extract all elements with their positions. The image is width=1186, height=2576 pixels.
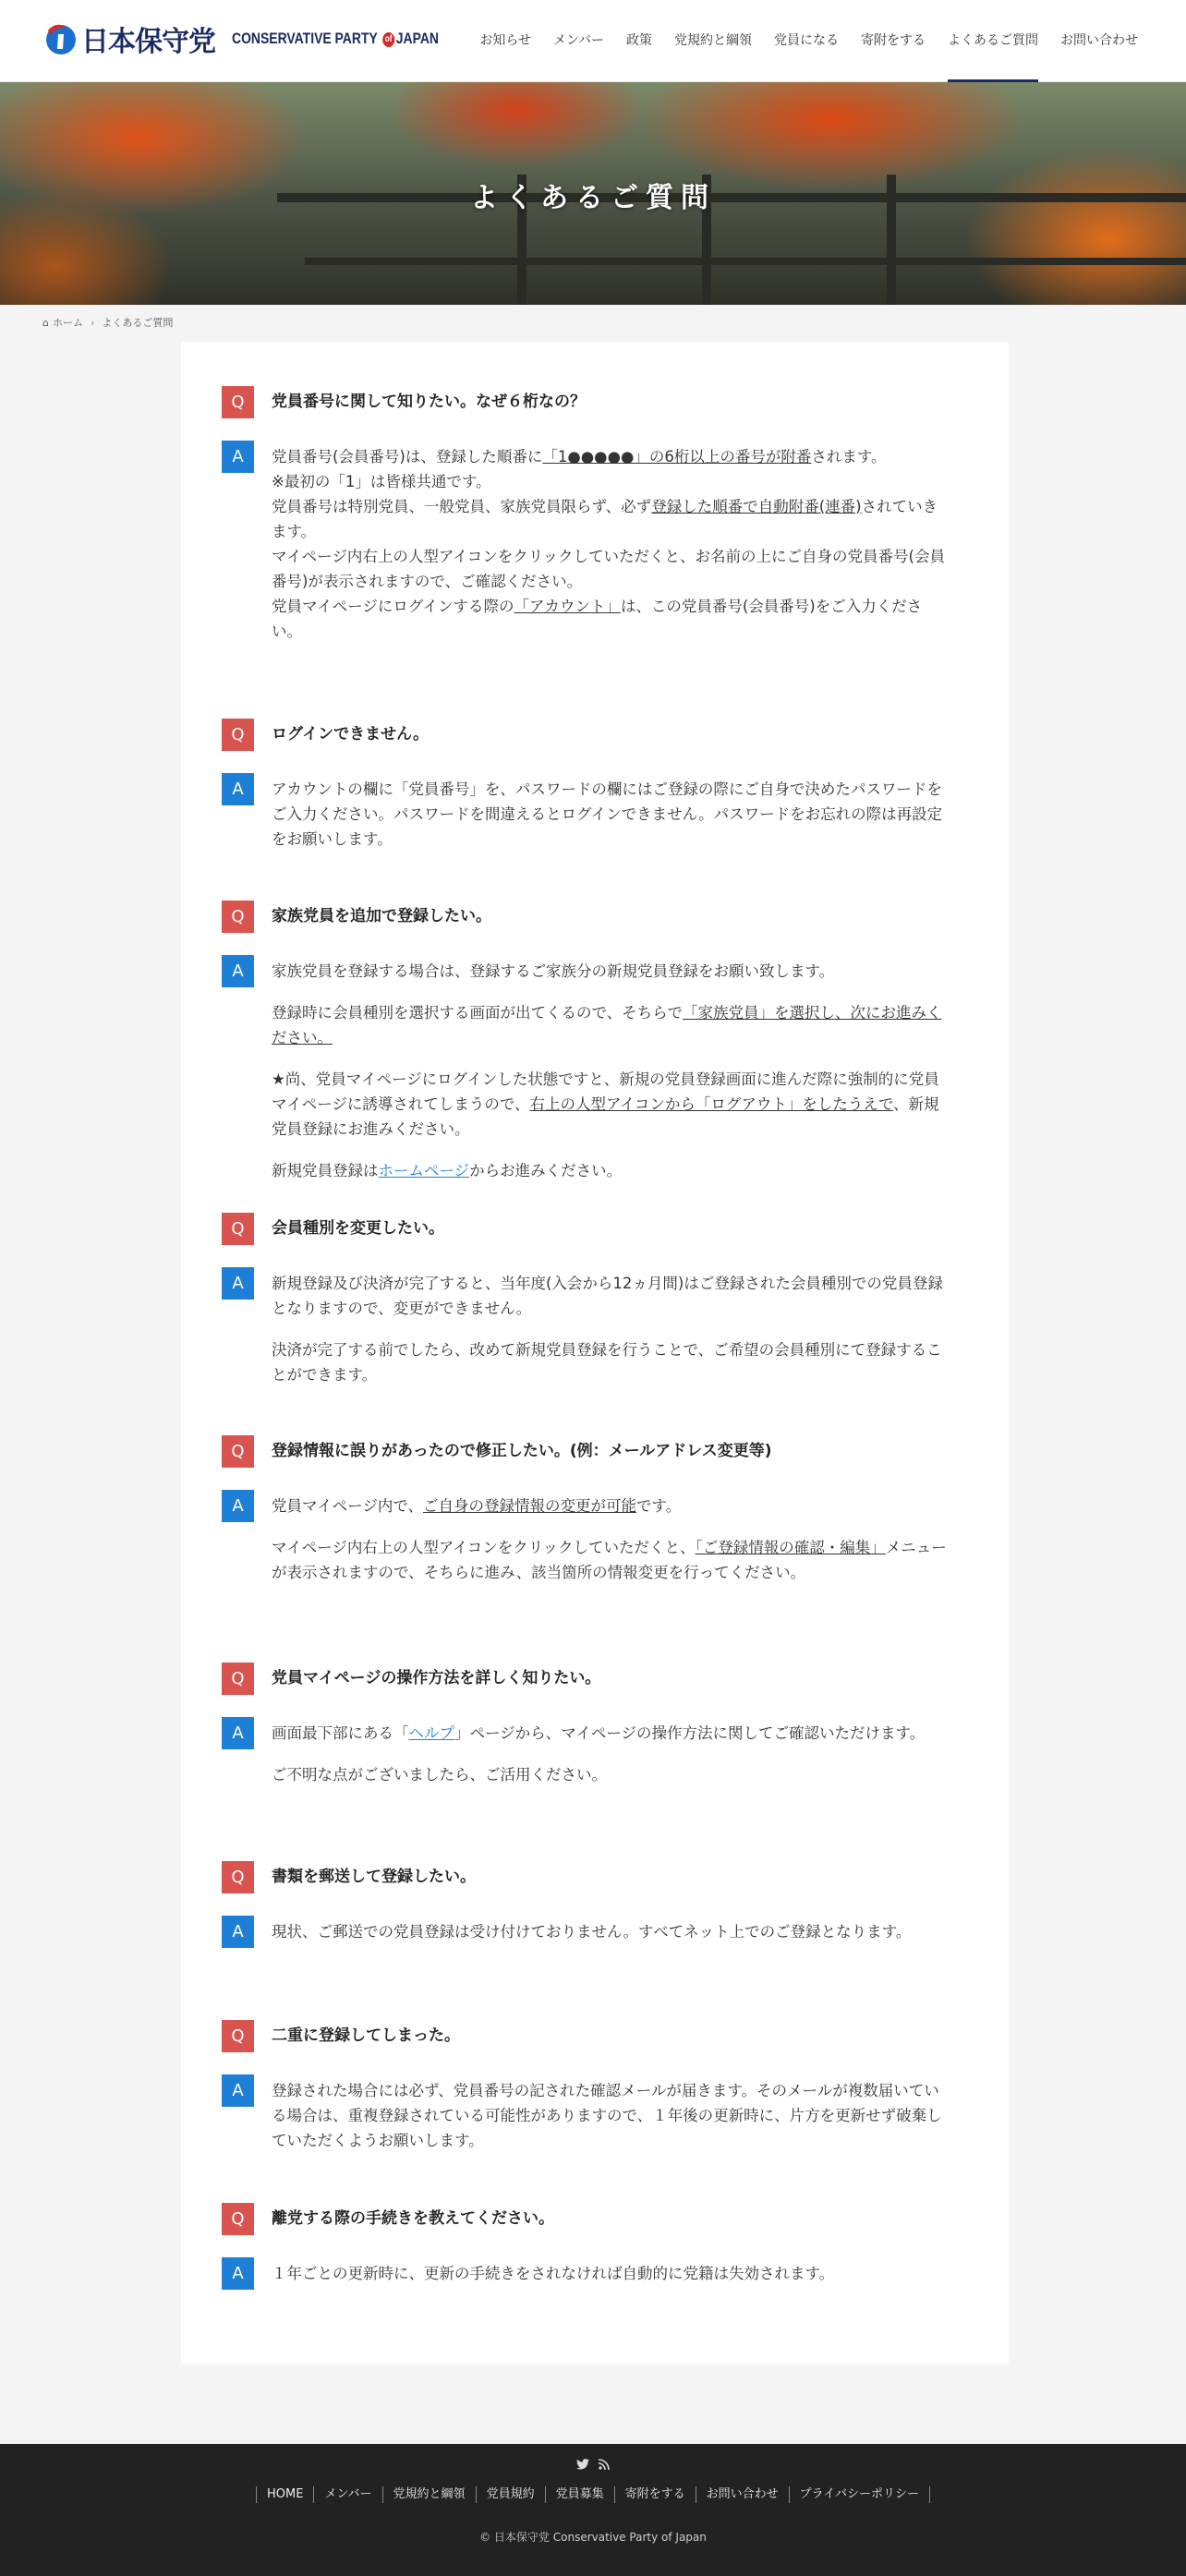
nav-item[interactable]: 党員になる [774,33,839,48]
answer-row [222,1919,951,1944]
answer-text [272,444,951,644]
answer-segment: 」ページから、マイページの操作方法に関してご確認いただけます。 [454,1724,926,1742]
nav-item[interactable]: よくあるご質問 [937,0,1049,81]
question-text: 二重に登録してしまった。 [272,2026,460,2045]
breadcrumb-current: よくあるご質問 [102,317,174,329]
answer-badge: A [222,773,254,805]
logo-english-text: CONSERVATIVE PARTY of JAPAN [232,30,440,47]
answer-text [272,2261,951,2286]
question-row [222,2020,951,2052]
answer-segment: 登録された場合には必ず、党員番号の記された確認メールが届きます。そのメールが複数届いている場合は、重複登録されている可能性がありますので、１年後の更新時に、片方を更新せず破棄していただくようお願いします。 [272,2082,942,2149]
answer-segment: されます。 [811,448,887,466]
answer-paragraph [272,959,951,984]
answer-paragraph [272,1067,951,1142]
answer-segment: からお進みください。 [469,1162,623,1179]
answer-emphasis: 「1●●●●●」の6桁以上の番号が附番 [542,448,812,466]
footer-nav-item[interactable]: 寄附をする [614,2486,696,2503]
answer-paragraph [272,469,951,494]
footer-nav-item[interactable]: お問い合わせ [696,2486,789,2503]
answer-badge: A [222,2074,254,2107]
question-row [222,1213,951,1245]
nav-item[interactable]: 寄附をする [861,33,926,48]
answer-text [272,1919,951,1944]
question-text: ログインできません。 [272,725,430,744]
nav-item[interactable]: メンバー [552,33,604,48]
question-row [222,386,951,418]
question-text: 会員種別を変更したい。 [272,1219,444,1238]
faq-item [222,1435,951,1602]
answer-segment: 登録時に会員種別を選択する画面が出てくるので、そちらで [272,1004,684,1022]
nav-item[interactable]: お問い合わせ [1060,33,1138,48]
question-badge: Q [222,1435,254,1468]
question-row [222,1663,951,1695]
answer-text [272,2078,951,2153]
answer-badge: A [222,2257,254,2290]
answer-emphasis: 右上の人型アイコンから「ログアウト」をしたうえで [529,1095,894,1113]
question-text: 離党する際の手続きを教えてください。 [272,2209,554,2228]
answer-segment: されていきます。 [272,498,938,540]
answer-emphasis: 登録した順番で自動附番(連番) [651,498,862,515]
answer-segment: 新規登録及び決済が完了すると、当年度(入会から12ヵ月間)はご登録された会員種別での党員登録となりますので、変更ができません。 [272,1275,943,1317]
footer-nav-item[interactable]: 党員募集 [545,2486,614,2503]
answer-segment: ★尚、党員マイページにログインした状態ですと、新規の党員登録画面に進んだ際に強制的に党員マイページに誘導されてしまうので、 [272,1070,939,1113]
answer-link[interactable]: ヘルプ [408,1724,454,1742]
answer-badge: A [222,1717,254,1749]
answer-paragraph [272,1494,951,1518]
question-badge: Q [222,901,254,933]
answer-text [272,959,951,1183]
answer-paragraph [272,1721,951,1746]
answer-segment: １年ごとの更新時に、更新の手続きをされなければ自動的に党籍は失効されます。 [272,2265,835,2282]
bridge-rail [305,258,1186,265]
question-badge: Q [222,386,254,418]
breadcrumb-home[interactable]: ホーム [52,317,83,329]
faq-container [181,342,1009,2364]
question-text: 登録情報に誤りがあったので修正したい。(例：メールアドレス変更等) [272,1442,772,1460]
answer-paragraph [272,594,951,644]
faq-item [222,1861,951,1961]
question-badge: Q [222,2020,254,2052]
chevron-right-icon: › [90,316,95,329]
answer-paragraph [272,444,951,469]
answer-text [272,1271,951,1387]
party-logo-icon [42,21,78,56]
answer-paragraph [272,1000,951,1050]
answer-segment: 党員番号は特別党員、一般党員、家族党員限らず、必ず [272,498,652,515]
faq-item [222,386,951,644]
answer-paragraph [272,1271,951,1321]
faq-item [222,2020,951,2170]
copyright: © 日本保守党 Conservative Party of Japan [479,2531,707,2544]
answer-text [272,1494,951,1585]
faq-item [222,1663,951,1804]
answer-segment: マイページ内右上の人型アイコンをクリックしていただくと、 [272,1539,696,1556]
page-title: よくあるご質問 [470,182,716,214]
main-nav [468,0,1149,81]
answer-paragraph [272,2078,951,2153]
answer-segment: 党員マイページ内で、 [272,1497,424,1515]
answer-emphasis: 「アカウント」 [514,598,621,615]
site-header [0,0,1186,82]
faq-item [222,2203,951,2303]
answer-row [222,1721,951,1787]
footer-nav-item[interactable]: HOME [256,2486,313,2503]
nav-item[interactable]: お知らせ [479,33,531,48]
answer-segment: 、新規党員登録にお進みください。 [272,1095,939,1138]
question-badge: Q [222,1213,254,1245]
answer-segment: 画面最下部にある「 [272,1724,409,1742]
answer-row [222,777,951,852]
footer-nav-item[interactable]: 党規約と綱領 [382,2486,476,2503]
answer-row [222,959,951,1183]
answer-row [222,444,951,644]
answer-emphasis: 「家族党員」を選択し、次にお進みください。 [272,1004,942,1046]
twitter-icon[interactable] [576,2459,589,2473]
answer-paragraph [272,544,951,594]
answer-row [222,1271,951,1387]
footer-nav-item[interactable]: 党員規約 [476,2486,545,2503]
answer-row [222,2078,951,2153]
answer-segment: 党員マイページにログインする際の [272,598,514,615]
nav-item[interactable]: 党規約と綱領 [674,33,752,48]
answer-segment: は、この党員番号(会員番号)をご入力ください。 [272,598,923,640]
rss-icon[interactable] [599,2459,610,2473]
answer-badge: A [222,955,254,987]
question-badge: Q [222,719,254,751]
answer-paragraph [272,1337,951,1387]
answer-link[interactable]: ホームページ [378,1162,470,1179]
question-row [222,719,951,751]
answer-badge: A [222,441,254,473]
answer-segment: 現状、ご郵送での党員登録は受け付けておりません。すべてネット上でのご登録となります。 [272,1923,912,1941]
answer-paragraph [272,1535,951,1585]
question-text: 党員マイページの操作方法を詳しく知りたい。 [272,1669,601,1687]
footer-nav [0,2486,1186,2503]
answer-paragraph [272,1919,951,1944]
answer-badge: A [222,1267,254,1300]
answer-paragraph [272,1762,951,1787]
answer-segment: ※最初の「1」は皆様共通です。 [272,473,491,490]
home-icon[interactable]: ⌂ [42,316,49,329]
faq-item [222,719,951,868]
answer-segment: ご不明な点がございましたら、ご活用ください。 [272,1766,607,1784]
question-badge: Q [222,1663,254,1695]
faq-item [222,901,951,1200]
answer-segment: 新規党員登録は [272,1162,379,1179]
answer-badge: A [222,1916,254,1948]
question-row [222,1861,951,1893]
question-text: 党員番号に関して知りたい。なぜ６桁なの？ [272,393,586,411]
answer-emphasis: ご自身の登録情報の変更が可能 [423,1497,637,1515]
answer-segment: アカウントの欄に「党員番号」を、パスワードの欄にはご登録の際にご自身で決めたパスワードをご入力ください。パスワードを間違えるとログインできません。パスワードをお忘れの際は再設定をお願いします。 [272,780,943,848]
answer-row [222,2261,951,2286]
nav-item[interactable]: 政策 [626,33,652,48]
answer-emphasis: 「ご登録情報の確認・編集」 [695,1539,886,1556]
answer-paragraph [272,1158,951,1183]
answer-segment: 家族党員を登録する場合は、登録するご家族分の新規党員登録をお願い致します。 [272,962,835,980]
question-row [222,1435,951,1468]
breadcrumb [42,315,173,330]
answer-badge: A [222,1490,254,1522]
answer-row [222,1494,951,1585]
question-text: 家族党員を追加で登録したい。 [272,907,491,925]
hero-banner [0,82,1186,305]
answer-paragraph [272,2261,951,2286]
question-badge: Q [222,2203,254,2235]
answer-segment: マイページ内右上の人型アイコンをクリックしていただくと、お名前の上にご自身の党員番号(会員番号)が表示されますので、ご確認ください。 [272,548,945,590]
question-row [222,901,951,933]
question-row [222,2203,951,2235]
answer-segment: 決済が完了する前でしたら、改めて新規党員登録を行うことで、ご希望の会員種別にて登録することができます。 [272,1341,942,1384]
answer-paragraph [272,777,951,852]
site-logo[interactable] [42,18,484,59]
answer-segment: です。 [636,1497,682,1515]
site-footer [0,2444,1186,2576]
footer-nav-item[interactable]: メンバー [313,2486,381,2503]
answer-paragraph [272,494,951,544]
footer-nav-item[interactable]: プライバシーポリシー [789,2486,930,2503]
question-badge: Q [222,1861,254,1893]
answer-text [272,777,951,852]
question-text: 書類を郵送して登録したい。 [272,1868,476,1886]
answer-text [272,1721,951,1787]
logo-japanese-text: 日本保守党 [81,26,215,58]
social-links [0,2459,1186,2473]
answer-segment: メニューが表示されますので、そちらに進み、該当箇所の情報変更を行ってください。 [272,1539,947,1581]
faq-item [222,1213,951,1404]
answer-segment: 党員番号(会員番号)は、登録した順番に [272,448,543,466]
